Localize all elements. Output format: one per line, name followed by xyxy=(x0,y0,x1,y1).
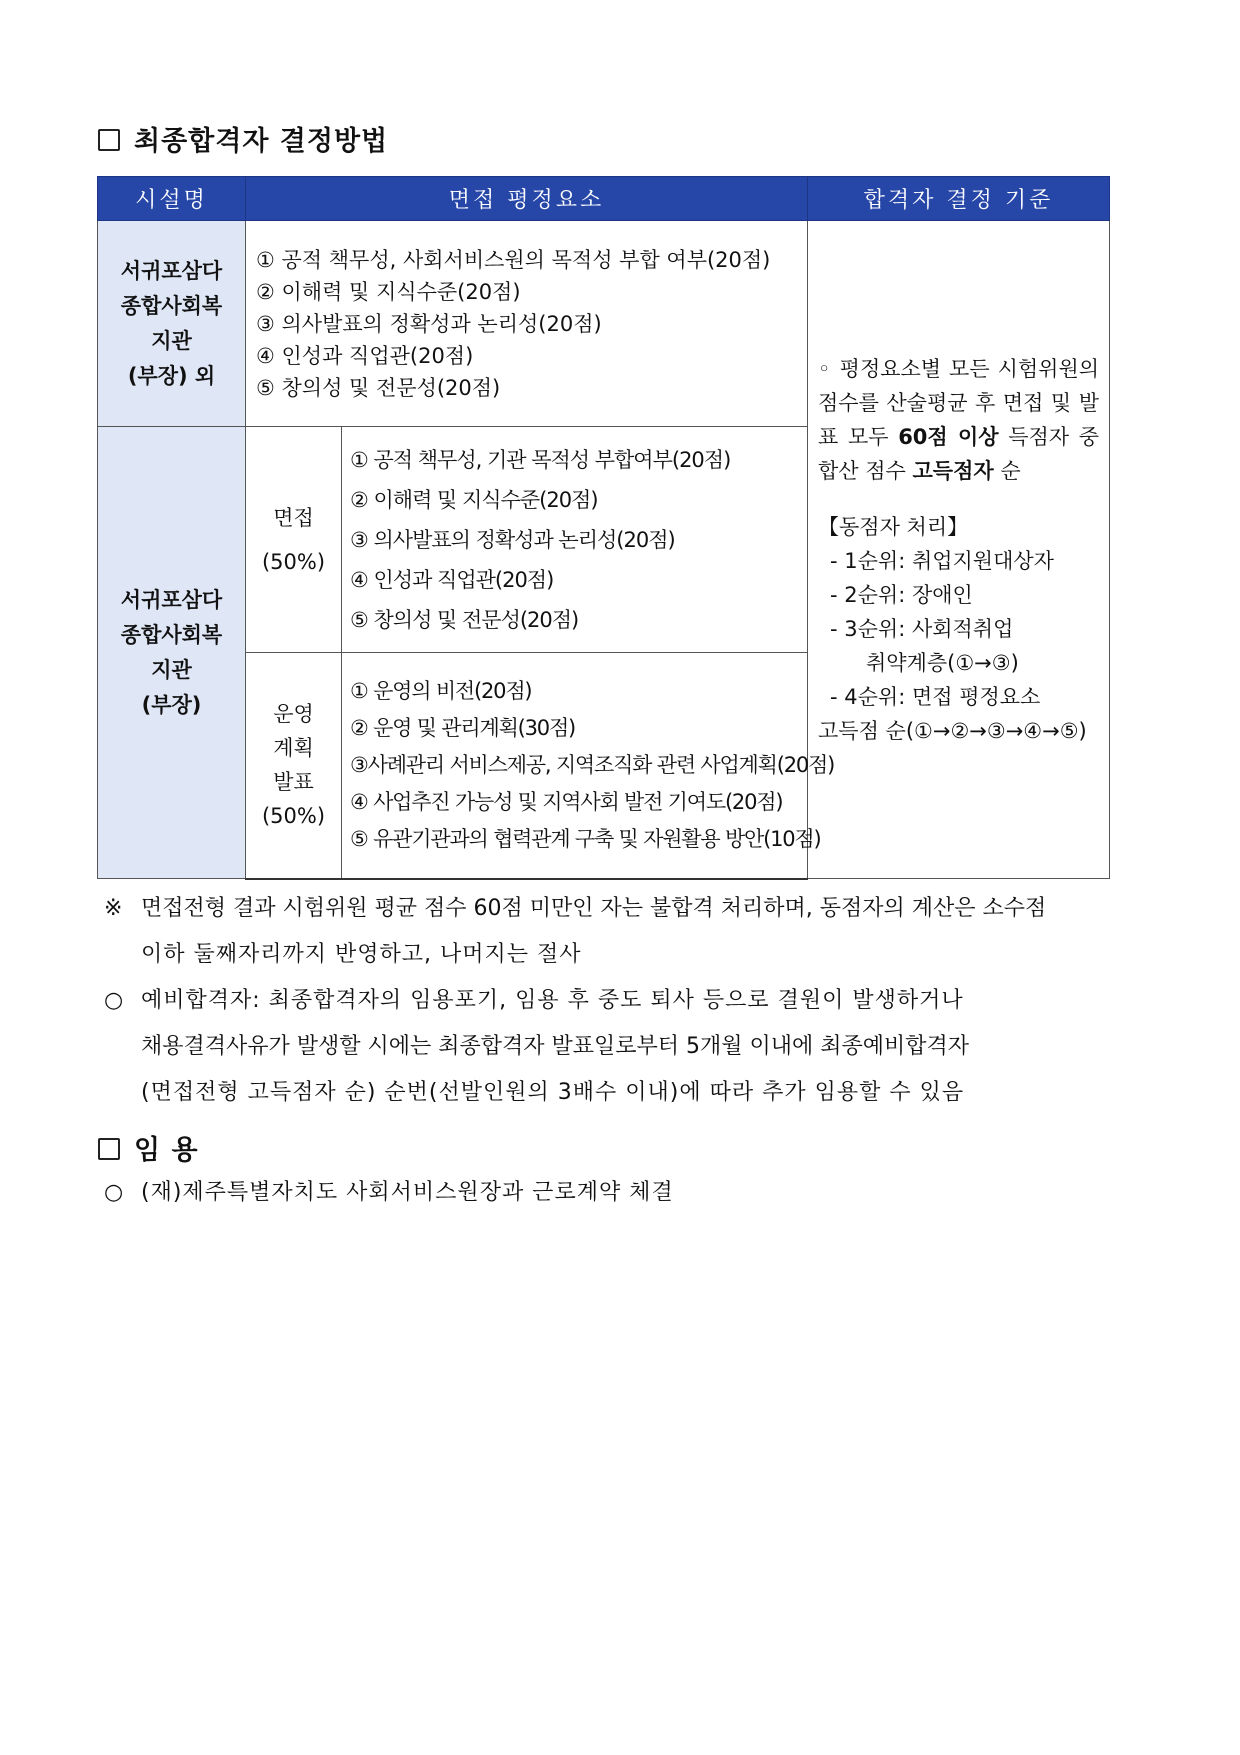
criteria-item: ④ 인성과 직업관(20점) xyxy=(256,343,474,368)
section-heading-final-decision xyxy=(98,119,388,158)
plan-label: 계획 xyxy=(273,736,314,761)
criteria-cell xyxy=(246,221,808,427)
criteria-item: ③ 의사발표의 정확성과 논리성(20점) xyxy=(256,311,602,336)
note-line: (면접전형 고득점자 순) 순번(선발인원의 3배수 이내)에 따라 추가 임용할 수 있음 xyxy=(141,1080,965,1105)
facility-cell xyxy=(98,427,246,879)
note-line: 예비합격자: 최종합격자의 임용포기, 임용 후 중도 퇴사 등으로 결원이 발생하거나 xyxy=(141,988,964,1013)
facility-line: 지관 xyxy=(151,657,192,682)
table-header-row xyxy=(98,177,1110,221)
criteria-item: ① 운영의 비전(20점) xyxy=(350,678,532,703)
facility-line: 서귀포삼다 xyxy=(120,258,223,283)
facility-line: 서귀포삼다 xyxy=(120,587,223,612)
appointment-text: (재)제주특별자치도 사회서비스원장과 근로계약 체결 xyxy=(141,1180,674,1205)
appointment-item xyxy=(104,1170,1114,1216)
criteria-item: ① 공적 책무성, 사회서비스원의 목적성 부합 여부(20점) xyxy=(256,247,771,272)
interview-label: 면접 xyxy=(273,505,314,530)
evaluation-table xyxy=(97,176,1110,880)
criteria-item: ⑤ 창의성 및 전문성(20점) xyxy=(256,375,501,400)
note-reserve-applicants xyxy=(104,978,1114,1116)
interview-label-cell xyxy=(246,427,342,653)
note-line: 채용결격사유가 발생할 시에는 최종합격자 발표일로부터 5개월 이내에 최종예비합격자 xyxy=(141,1034,970,1059)
tie-item: - 3순위: 사회적취업 xyxy=(830,616,1014,641)
criteria-item: ② 이해력 및 지식수준(20점) xyxy=(256,279,521,304)
facility-line: 종합사회복 xyxy=(120,293,223,318)
facility-line: (부장) 외 xyxy=(127,363,216,388)
criteria-item: ② 운영 및 관리계획(30점) xyxy=(350,715,576,740)
circle-bullet-icon: ○ xyxy=(104,988,125,1013)
criteria-item: ④ 사업추진 가능성 및 지역사회 발전 기여도(20점) xyxy=(350,789,783,814)
standard-cell xyxy=(808,221,1110,879)
note-fail-criteria xyxy=(104,886,1114,978)
criteria-item: ⑤ 유관기관과의 협력관계 구축 및 자원활용 방안(10점) xyxy=(350,826,821,851)
note-line: 면접전형 결과 시험위원 평균 점수 60점 미만인 자는 불합격 처리하며, 동점자의 계산은 소수점 xyxy=(141,896,1047,921)
section-heading-appointment xyxy=(98,1128,199,1167)
facility-line: 종합사회복 xyxy=(120,622,223,647)
plan-label: 운영 xyxy=(273,702,314,727)
tie-item: - 4순위: 면접 평정요소 xyxy=(830,684,1041,709)
criteria-item: ③사례관리 서비스제공, 지역조직화 관련 사업계획(20점) xyxy=(350,752,835,777)
plan-label: 발표 xyxy=(273,770,314,795)
criteria-item: ① 공적 책무성, 기관 목적성 부합여부(20점) xyxy=(350,447,731,472)
note-line: 이하 둘째자리까지 반영하고, 나머지는 절사 xyxy=(141,942,582,967)
plan-criteria-cell xyxy=(342,653,835,879)
facility-line: 지관 xyxy=(151,328,192,353)
criteria-item: ④ 인성과 직업관(20점) xyxy=(350,567,554,592)
square-bullet-icon xyxy=(98,129,120,151)
tie-title: 【동점자 처리】 xyxy=(818,514,969,539)
header-standard: 합격자 결정 기준 xyxy=(808,177,1110,221)
facility-cell xyxy=(98,221,246,427)
standard-text: ◦ 평정요소별 모든 시험위원의 점수를 산술평균 후 면접 및 발표 모두 60점 이상 득점자 중 합산 점수 고득점자 순 xyxy=(818,356,1100,483)
interview-weight: (50%) xyxy=(261,549,326,574)
tie-item: - 2순위: 장애인 xyxy=(830,582,973,607)
section-title: 최종합격자 결정방법 xyxy=(134,126,389,157)
header-facility: 시설명 xyxy=(98,177,246,221)
criteria-item: ⑤ 창의성 및 전문성(20점) xyxy=(350,607,579,632)
section-title: 임 용 xyxy=(134,1135,199,1166)
interview-criteria-cell xyxy=(342,427,808,653)
criteria-item: ② 이해력 및 지식수준(20점) xyxy=(350,487,598,512)
tie-item: - 1순위: 취업지원대상자 xyxy=(830,548,1054,573)
square-bullet-icon xyxy=(98,1138,120,1160)
criteria-item: ③ 의사발표의 정확성과 논리성(20점) xyxy=(350,527,675,552)
table-row xyxy=(98,221,1110,427)
tie-item: 취약계층(①→③) xyxy=(866,650,1019,675)
facility-line: (부장) xyxy=(141,692,202,717)
circle-bullet-icon: ○ xyxy=(104,1180,125,1205)
tie-item: 고득점 순(①→②→③→④→⑤) xyxy=(818,718,1087,743)
reference-mark-icon: ※ xyxy=(104,896,123,921)
plan-weight: (50%) xyxy=(261,804,326,829)
plan-label-cell xyxy=(246,653,342,879)
header-criteria: 면접 평정요소 xyxy=(246,177,808,221)
